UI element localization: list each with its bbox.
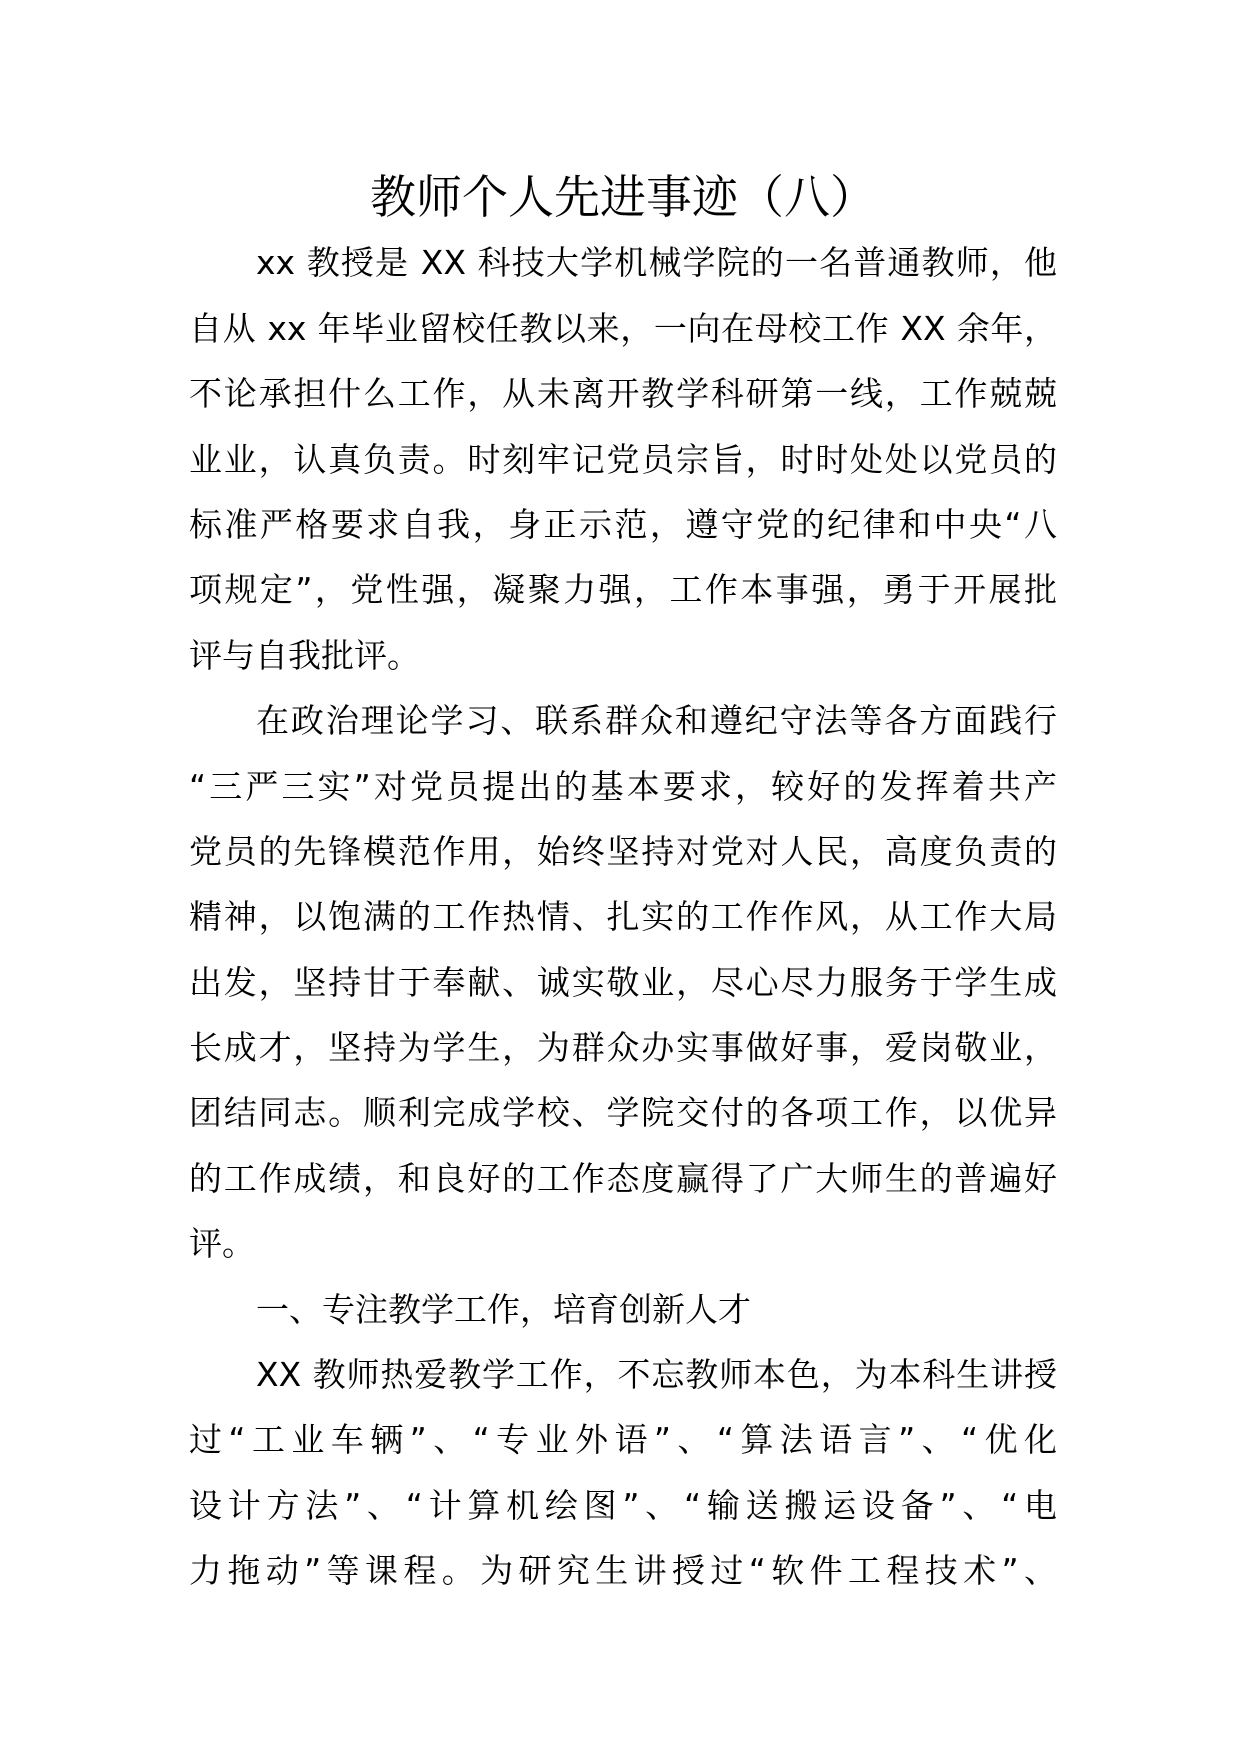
section-heading xyxy=(189,1277,1057,1342)
paragraph-line: 过“工业车辆”、“专业外语”、“算法语言”、“优化 xyxy=(189,1420,1057,1460)
paragraph-line: 评。 xyxy=(189,1224,255,1264)
paragraph-line: “三严三实”对党员提出的基本要求，较好的发挥着共产 xyxy=(189,766,1057,806)
paragraph-line: 标准严格要求自我，身正示范，遵守党的纪律和中央“八 xyxy=(189,504,1057,544)
paragraph-line: 业业，认真负责。时刻牢记党员宗旨，时时处处以党员的 xyxy=(189,439,1057,479)
paragraph xyxy=(189,688,1057,1277)
paragraph-line: 的工作成绩，和良好的工作态度赢得了广大师生的普遍好 xyxy=(189,1158,1057,1198)
document-page xyxy=(189,165,1057,1604)
paragraph-line: 力拖动”等课程。为研究生讲授过“软件工程技术”、 xyxy=(189,1551,1057,1591)
paragraph-line: 出发，坚持甘于奉献、诚实敬业，尽心尽力服务于学生成 xyxy=(189,962,1057,1002)
paragraph xyxy=(189,230,1057,688)
paragraph-line: 自从 xx 年毕业留校任教以来，一向在母校工作 XX 余年， xyxy=(189,308,1057,348)
paragraph-line: 精神，以饱满的工作热情、扎实的工作作风，从工作大局 xyxy=(189,897,1057,937)
document-body xyxy=(189,230,1057,1603)
paragraph-line: 不论承担什么工作，从未离开教学科研第一线，工作兢兢 xyxy=(189,374,1057,414)
paragraph-line: 在政治理论学习、联系群众和遵纪守法等各方面践行 xyxy=(256,701,1057,741)
document-title: 教师个人先进事迹（八） xyxy=(370,170,876,224)
paragraph-line: xx 教授是 XX 科技大学机械学院的一名普通教师，他 xyxy=(256,243,1057,283)
paragraph-line: 团结同志。顺利完成学校、学院交付的各项工作，以优异 xyxy=(189,1093,1057,1133)
paragraph-line: 评与自我批评。 xyxy=(189,635,420,675)
paragraph-line: 设计方法”、“计算机绘图”、“输送搬运设备”、“电 xyxy=(189,1485,1057,1525)
paragraph xyxy=(189,1342,1057,1604)
paragraph-line: 党员的先锋模范作用，始终坚持对党对人民，高度负责的 xyxy=(189,831,1057,871)
paragraph-line: XX 教师热爱教学工作，不忘教师本色，为本科生讲授 xyxy=(256,1355,1057,1395)
heading-text: 一、专注教学工作，培育创新人才 xyxy=(256,1289,751,1329)
paragraph-line: 项规定”，党性强，凝聚力强，工作本事强，勇于开展批 xyxy=(189,570,1057,610)
paragraph-line: 长成才，坚持为学生，为群众办实事做好事，爱岗敬业， xyxy=(189,1028,1057,1068)
